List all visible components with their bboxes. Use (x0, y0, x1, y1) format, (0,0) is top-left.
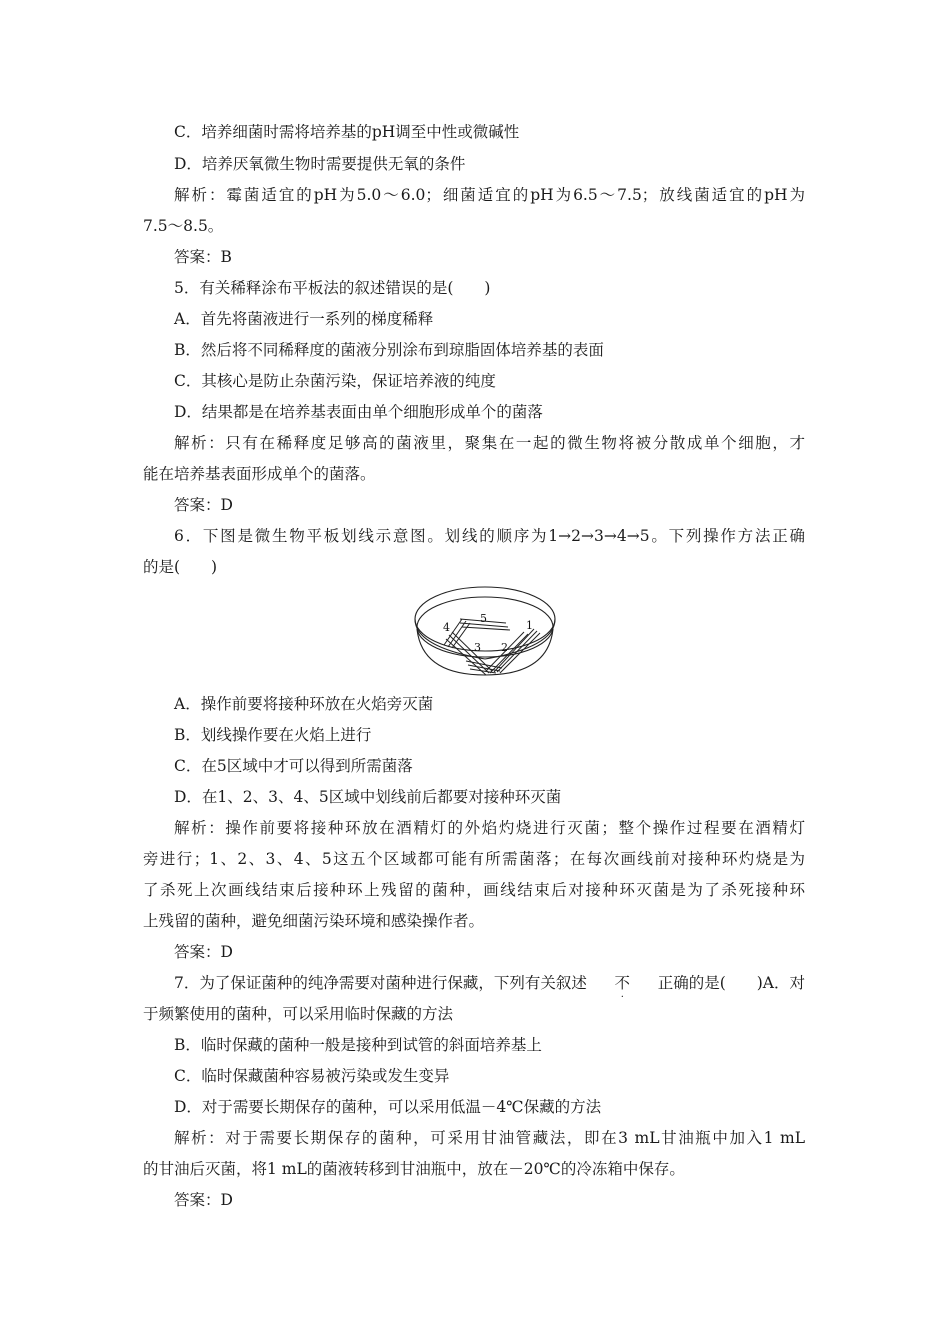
question-7-text-start: 7．为了保证菌种的纯净需要对菌种进行保藏，下列有关叙述 (174, 974, 587, 992)
emphasized-word-text: 不 (614, 974, 631, 992)
option-a-q6: A．操作前要将接种环放在火焰旁灭菌 (174, 695, 434, 713)
option-b-q6: B．划线操作要在火焰上进行 (174, 726, 372, 744)
emphasized-word-not (614, 972, 631, 1003)
analysis-q7-line1: 解析：对于需要长期保存的菌种，可采用甘油管藏法，即在3 mL甘油瓶中加入1 mL (174, 1129, 805, 1147)
analysis-q5-line2: 能在培养基表面形成单个的菌落。 (143, 465, 376, 483)
question-5: 5．有关稀释涂布平板法的叙述错误的是( ) (174, 279, 491, 297)
zone-label-1: 1 (526, 619, 533, 632)
option-c-q6: C．在5区域中才可以得到所需菌落 (174, 757, 413, 775)
zone-label-2: 2 (501, 641, 508, 654)
option-c-q4: C．培养细菌时需将培养基的pH调至中性或微碱性 (174, 123, 520, 141)
option-d-q6: D．在1、2、3、4、5区域中划线前后都要对接种环灭菌 (174, 788, 562, 806)
analysis-q6-line3: 了杀死上次画线结束后接种环上残留的菌种，画线结束后对接种环灭菌是为了杀死接种环 (143, 881, 805, 899)
answer-q5: 答案：D (174, 496, 233, 514)
answer-q6: 答案：D (174, 943, 233, 961)
option-d-q4: D．培养厌氧微生物时需要提供无氧的条件 (174, 155, 466, 173)
answer-q7: 答案：D (174, 1191, 233, 1209)
question-6-line2: 的是( ) (143, 558, 218, 576)
zone-label-5: 5 (480, 612, 487, 625)
answer-q4: 答案：B (174, 248, 232, 266)
option-a-q5: A．首先将菌液进行一系列的梯度稀释 (174, 310, 434, 328)
streak-plate-figure (414, 585, 556, 681)
option-b-q7: B．临时保藏的菌种一般是接种到试管的斜面培养基上 (174, 1036, 542, 1054)
question-7-line2: 于频繁使用的菌种，可以采用临时保藏的方法 (143, 1005, 454, 1023)
analysis-q4-line1: 解析：霉菌适宜的pH为5.0～6.0；细菌适宜的pH为6.5～7.5；放线菌适宜的pH为 (174, 186, 805, 204)
emphasis-dot: · (620, 992, 624, 1003)
zone-label-3: 3 (474, 641, 481, 654)
question-7-line1 (174, 972, 805, 1003)
analysis-q6-line2: 旁进行；1、2、3、4、5这五个区域都可能有所需菌落；在每次画线前对接种环灼烧是为 (143, 850, 805, 868)
analysis-q4-line2: 7.5～8.5。 (143, 217, 224, 235)
analysis-q5-line1: 解析：只有在稀释度足够高的菌液里，聚集在一起的微生物将被分散成单个细胞，才 (174, 434, 805, 452)
zone-label-4: 4 (443, 621, 450, 634)
option-c-q7: C．临时保藏菌种容易被污染或发生变异 (174, 1067, 450, 1085)
option-c-q5: C．其核心是防止杂菌污染，保证培养液的纯度 (174, 372, 496, 390)
question-7-text-end: 正确的是( )A．对 (657, 974, 805, 992)
option-d-q7: D．对于需要长期保存的菌种，可以采用低温－4℃保藏的方法 (174, 1098, 602, 1116)
option-b-q5: B．然后将不同稀释度的菌液分别涂布到琼脂固体培养基的表面 (174, 341, 604, 359)
analysis-q6-line1: 解析：操作前要将接种环放在酒精灯的外焰灼烧进行灭菌；整个操作过程要在酒精灯 (174, 819, 805, 837)
analysis-q6-line4: 上残留的菌种，避免细菌污染环境和感染操作者。 (143, 912, 485, 930)
analysis-q7-line2: 的甘油后灭菌，将1 mL的菌液转移到甘油瓶中，放在－20℃的冷冻箱中保存。 (143, 1160, 685, 1178)
question-6-line1: 6．下图是微生物平板划线示意图。划线的顺序为1→2→3→4→5。下列操作方法正确 (174, 527, 805, 545)
option-d-q5: D．结果都是在培养基表面由单个细胞形成单个的菌落 (174, 403, 543, 421)
